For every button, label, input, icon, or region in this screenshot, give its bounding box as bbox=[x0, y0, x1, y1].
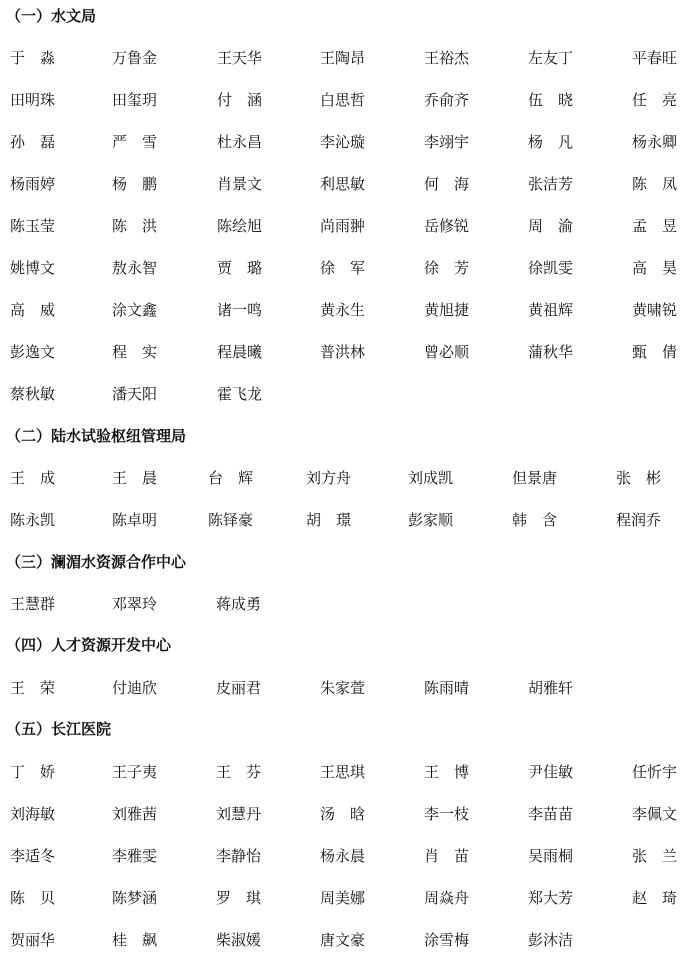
person-name: 敖永智 bbox=[112, 259, 158, 277]
person-name: 王子夷 bbox=[112, 763, 158, 781]
name-row bbox=[0, 171, 687, 197]
person-name: 李佩文 bbox=[632, 805, 678, 823]
person-name: 万鲁金 bbox=[112, 49, 158, 67]
person-name: 黄永生 bbox=[320, 301, 366, 319]
person-name: 尹佳敏 bbox=[528, 763, 574, 781]
person-name: 李苗苗 bbox=[528, 805, 574, 823]
person-name: 平春旺 bbox=[632, 49, 678, 67]
person-name: 徐凯雯 bbox=[528, 259, 574, 277]
person-name: 王裕杰 bbox=[424, 49, 470, 67]
person-name: 周焱舟 bbox=[424, 889, 470, 907]
person-name: 张 兰 bbox=[632, 847, 678, 865]
person-name: 彭家顺 bbox=[408, 511, 454, 529]
person-name: 肖景文 bbox=[217, 175, 263, 193]
person-name: 陈永凯 bbox=[10, 511, 56, 529]
person-name: 郑大芳 bbox=[528, 889, 574, 907]
person-name: 白思哲 bbox=[320, 91, 366, 109]
person-name: 涂雪梅 bbox=[424, 931, 470, 949]
person-name: 田玺玥 bbox=[112, 91, 158, 109]
person-name: 胡 璟 bbox=[306, 511, 352, 529]
person-name: 严 雪 bbox=[112, 133, 158, 151]
person-name: 赵 琦 bbox=[632, 889, 678, 907]
person-name: 杨 鹏 bbox=[112, 175, 158, 193]
person-name: 但景唐 bbox=[512, 469, 558, 487]
person-name: 台 辉 bbox=[208, 469, 254, 487]
person-name: 李静怡 bbox=[216, 847, 262, 865]
name-row bbox=[0, 591, 687, 617]
person-name: 付迪欣 bbox=[112, 679, 158, 697]
person-name: 刘方舟 bbox=[306, 469, 352, 487]
person-name: 王 博 bbox=[424, 763, 470, 781]
person-name: 甄 倩 bbox=[632, 343, 678, 361]
person-name: 蒲秋华 bbox=[528, 343, 574, 361]
person-name: 杨 凡 bbox=[528, 133, 574, 151]
person-name: 高 昊 bbox=[632, 259, 678, 277]
person-name: 陈 凤 bbox=[632, 175, 678, 193]
person-name: 陈玉莹 bbox=[10, 217, 56, 235]
person-name: 陈 贝 bbox=[10, 889, 56, 907]
name-row bbox=[0, 759, 687, 785]
person-name: 程 实 bbox=[112, 343, 158, 361]
person-name: 贺丽华 bbox=[10, 931, 56, 949]
person-name: 利思敏 bbox=[320, 175, 366, 193]
person-name: 杨永晨 bbox=[320, 847, 366, 865]
person-name: 涂文鑫 bbox=[112, 301, 158, 319]
name-row bbox=[0, 507, 687, 533]
person-name: 蔡秋敏 bbox=[10, 385, 56, 403]
person-name: 王 晨 bbox=[112, 469, 158, 487]
person-name: 汤 晗 bbox=[320, 805, 366, 823]
person-name: 田明珠 bbox=[10, 91, 56, 109]
person-name: 陈梦涵 bbox=[112, 889, 158, 907]
name-row bbox=[0, 339, 687, 365]
person-name: 于 淼 bbox=[10, 49, 56, 67]
person-name: 胡雅轩 bbox=[528, 679, 574, 697]
person-name: 蒋成勇 bbox=[216, 595, 262, 613]
person-name: 张 彬 bbox=[616, 469, 662, 487]
name-row bbox=[0, 45, 687, 71]
person-name: 陈雨晴 bbox=[424, 679, 470, 697]
person-name: 王思琪 bbox=[320, 763, 366, 781]
person-name: 李适冬 bbox=[10, 847, 56, 865]
person-name: 潘天阳 bbox=[112, 385, 158, 403]
person-name: 黄旭捷 bbox=[424, 301, 470, 319]
person-name: 彭逸文 bbox=[10, 343, 56, 361]
person-name: 伍 晓 bbox=[528, 91, 574, 109]
person-name: 姚博文 bbox=[10, 259, 56, 277]
person-name: 付 涵 bbox=[217, 91, 263, 109]
person-name: 张洁芳 bbox=[528, 175, 574, 193]
person-name: 刘雅茜 bbox=[112, 805, 158, 823]
name-row bbox=[0, 381, 687, 407]
name-row bbox=[0, 801, 687, 827]
person-name: 杜永昌 bbox=[217, 133, 263, 151]
person-name: 刘海敏 bbox=[10, 805, 56, 823]
person-name: 杨雨婷 bbox=[10, 175, 56, 193]
section-heading: （一）水文局 bbox=[6, 7, 97, 25]
person-name: 任 亮 bbox=[632, 91, 678, 109]
person-name: 邓翠玲 bbox=[112, 595, 158, 613]
person-name: 高 威 bbox=[10, 301, 56, 319]
person-name: 孙 磊 bbox=[10, 133, 56, 151]
person-name: 程晨曦 bbox=[217, 343, 263, 361]
person-name: 王 成 bbox=[10, 469, 56, 487]
person-name: 唐文豪 bbox=[320, 931, 366, 949]
name-row bbox=[0, 213, 687, 239]
person-name: 陈卓明 bbox=[112, 511, 158, 529]
name-row bbox=[0, 843, 687, 869]
person-name: 黄啸锐 bbox=[632, 301, 678, 319]
section-heading: （四）人才资源开发中心 bbox=[6, 636, 172, 654]
person-name: 陈 洪 bbox=[112, 217, 158, 235]
person-name: 王天华 bbox=[217, 49, 263, 67]
person-name: 左友丁 bbox=[528, 49, 574, 67]
name-row bbox=[0, 675, 687, 701]
person-name: 彭沐洁 bbox=[528, 931, 574, 949]
person-name: 王陶昂 bbox=[320, 49, 366, 67]
person-name: 乔俞齐 bbox=[424, 91, 470, 109]
person-name: 徐 军 bbox=[320, 259, 366, 277]
person-name: 刘慧丹 bbox=[216, 805, 262, 823]
person-name: 陈铎豪 bbox=[208, 511, 254, 529]
person-name: 周 渝 bbox=[528, 217, 574, 235]
person-name: 周美娜 bbox=[320, 889, 366, 907]
name-row bbox=[0, 129, 687, 155]
person-name: 李沁璇 bbox=[320, 133, 366, 151]
person-name: 王 荣 bbox=[10, 679, 56, 697]
person-name: 吴雨桐 bbox=[528, 847, 574, 865]
person-name: 韩 含 bbox=[512, 511, 558, 529]
person-name: 王慧群 bbox=[10, 595, 56, 613]
person-name: 霍飞龙 bbox=[217, 385, 263, 403]
person-name: 岳修锐 bbox=[424, 217, 470, 235]
person-name: 皮丽君 bbox=[216, 679, 262, 697]
person-name: 任忻宇 bbox=[632, 763, 678, 781]
person-name: 普洪林 bbox=[320, 343, 366, 361]
person-name: 朱家萱 bbox=[320, 679, 366, 697]
person-name: 曾必顺 bbox=[424, 343, 470, 361]
person-name: 丁 娇 bbox=[10, 763, 56, 781]
person-name: 罗 琪 bbox=[216, 889, 262, 907]
person-name: 桂 飙 bbox=[112, 931, 158, 949]
person-name: 陈绘旭 bbox=[217, 217, 263, 235]
person-name: 刘成凯 bbox=[408, 469, 454, 487]
person-name: 李翊宇 bbox=[424, 133, 470, 151]
person-name: 黄祖辉 bbox=[528, 301, 574, 319]
name-row bbox=[0, 465, 687, 491]
person-name: 肖 苗 bbox=[424, 847, 470, 865]
section-heading: （三）澜湄水资源合作中心 bbox=[6, 553, 187, 571]
name-row bbox=[0, 87, 687, 113]
person-name: 程润乔 bbox=[616, 511, 662, 529]
person-name: 尚雨翀 bbox=[320, 217, 366, 235]
person-name: 柴淑媛 bbox=[216, 931, 262, 949]
person-name: 诸一鸣 bbox=[217, 301, 263, 319]
name-row bbox=[0, 927, 687, 953]
section-heading: （五）长江医院 bbox=[6, 720, 112, 738]
person-name: 何 海 bbox=[424, 175, 470, 193]
person-name: 孟 昱 bbox=[632, 217, 678, 235]
section-heading: （二）陆水试验枢纽管理局 bbox=[6, 427, 187, 445]
name-row bbox=[0, 255, 687, 281]
person-name: 贾 璐 bbox=[217, 259, 263, 277]
name-row bbox=[0, 885, 687, 911]
person-name: 杨永卿 bbox=[632, 133, 678, 151]
name-row bbox=[0, 297, 687, 323]
person-name: 李一枝 bbox=[424, 805, 470, 823]
person-name: 徐 芳 bbox=[424, 259, 470, 277]
person-name: 王 芬 bbox=[216, 763, 262, 781]
person-name: 李雅雯 bbox=[112, 847, 158, 865]
